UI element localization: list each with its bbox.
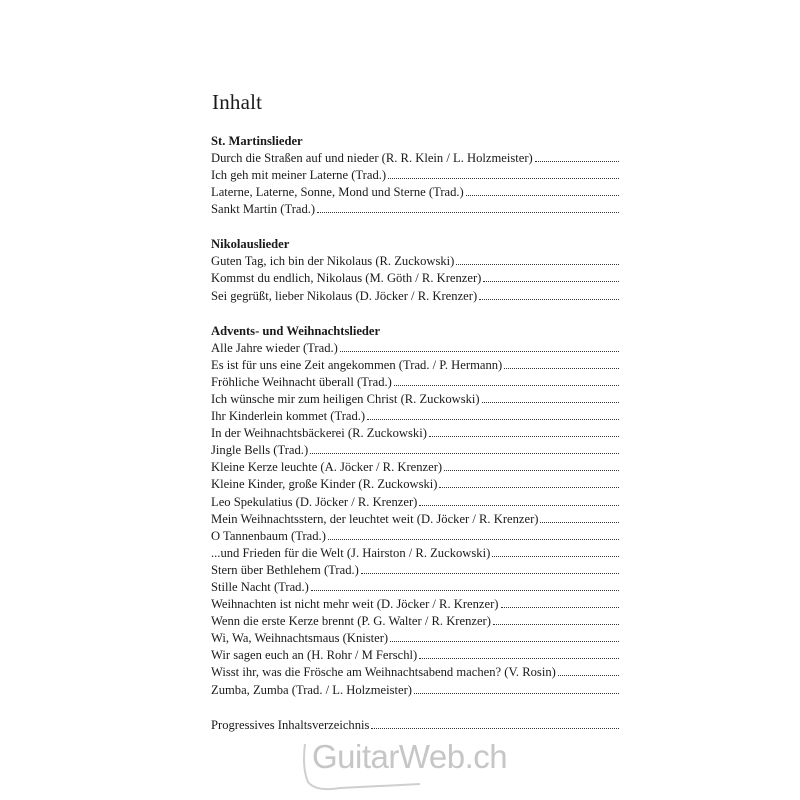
dot-leader xyxy=(310,453,619,454)
toc-entry-label: Durch die Straßen auf und nieder (R. R. Klein / L. Holzmeister) xyxy=(211,151,533,165)
toc-entry xyxy=(211,391,619,408)
toc-entry-progressive-index xyxy=(211,717,619,734)
toc-entry-label: ...und Frieden für die Welt (J. Hairston / R. Zuckowski) xyxy=(211,545,491,560)
toc-entry-label: Jingle Bells (Trad.) xyxy=(211,443,309,458)
toc-entry xyxy=(211,664,619,681)
toc-section xyxy=(211,236,619,304)
toc-entry-label: Fröhliche Weihnacht überall (Trad.) xyxy=(211,374,392,389)
dot-leader xyxy=(371,728,619,729)
dot-leader xyxy=(493,624,619,625)
toc-entry-label: Es ist für uns eine Zeit angekommen (Trad. / P. Hermann) xyxy=(211,357,503,372)
dot-leader xyxy=(444,470,619,471)
dot-leader xyxy=(429,436,619,437)
dot-leader xyxy=(328,539,619,540)
dot-leader xyxy=(501,607,620,608)
toc-entry xyxy=(211,459,619,476)
toc-entry xyxy=(211,374,619,391)
toc-entry xyxy=(211,494,619,511)
dot-leader xyxy=(419,505,619,506)
dot-leader xyxy=(439,487,619,488)
section-heading: Advents- und Weihnachtslieder xyxy=(211,323,381,338)
toc-entry-label: Leo Spekulatius (D. Jöcker / R. Krenzer) xyxy=(211,494,418,509)
dot-leader xyxy=(317,212,619,213)
dot-leader xyxy=(456,264,619,265)
dot-leader xyxy=(367,419,619,420)
dot-leader xyxy=(492,556,619,557)
toc-entry xyxy=(211,442,619,459)
section-heading: St. Martinslieder xyxy=(211,134,303,148)
toc-entry-label: Stille Nacht (Trad.) xyxy=(211,579,309,594)
toc-entry xyxy=(211,288,619,305)
toc-entry-label: Wir sagen euch an (H. Rohr / M Ferschl) xyxy=(211,648,418,663)
table-of-contents xyxy=(211,90,619,734)
toc-entry xyxy=(211,476,619,493)
dot-leader xyxy=(540,522,619,523)
watermark-text xyxy=(312,738,507,776)
toc-entry xyxy=(211,545,619,562)
toc-entry-label: Ihr Kinderlein kommet (Trad.) xyxy=(211,409,366,424)
toc-entry-label: Sankt Martin (Trad.) xyxy=(211,202,316,217)
toc-entry xyxy=(211,357,619,374)
toc-entry xyxy=(211,167,619,184)
toc-entry-label: Weihnachten ist nicht mehr weit (D. Jöcker / R. Krenzer) xyxy=(211,597,499,612)
dot-leader xyxy=(535,161,619,162)
watermark-brand: Guitar xyxy=(312,738,399,775)
dot-leader xyxy=(361,573,619,574)
dot-leader xyxy=(483,281,619,282)
toc-entry xyxy=(211,201,619,218)
toc-section xyxy=(211,133,619,218)
toc-entry-label: Ich wünsche mir zum heiligen Christ (R. Zuckowski) xyxy=(211,391,480,406)
toc-entry-label: Wenn die erste Kerze brennt (P. G. Walter / R. Krenzer) xyxy=(211,614,491,629)
dot-leader xyxy=(390,641,619,642)
toc-entry-label: O Tannenbaum (Trad.) xyxy=(211,528,326,543)
page-title: Inhalt xyxy=(212,90,263,114)
dot-leader xyxy=(311,590,619,591)
toc-entry-label: Kleine Kerze leuchte (A. Jöcker / R. Krenzer) xyxy=(211,460,443,475)
toc-entry xyxy=(211,340,619,357)
dot-leader xyxy=(388,178,619,179)
guitarweb-watermark xyxy=(300,738,540,793)
toc-entry-label: Sei gegrüßt, lieber Nikolaus (D. Jöcker / R. Krenzer) xyxy=(211,288,478,303)
toc-entry-label: Stern über Bethlehem (Trad.) xyxy=(211,562,359,577)
toc-entry-label: Wi, Wa, Weihnachtsmaus (Knister) xyxy=(211,631,389,646)
toc-entry xyxy=(211,613,619,630)
dot-leader xyxy=(419,658,619,659)
toc-entry xyxy=(211,630,619,647)
toc-entry xyxy=(211,150,619,167)
toc-entry-label: Kommst du endlich, Nikolaus (M. Göth / R. Krenzer) xyxy=(211,271,482,286)
dot-leader xyxy=(482,402,619,403)
toc-entry xyxy=(211,270,619,287)
toc-entry-label: Wisst ihr, was die Frösche am Weihnachtsabend machen? (V. Rosin) xyxy=(211,665,556,680)
toc-entry xyxy=(211,579,619,596)
dot-leader xyxy=(558,675,619,676)
toc-section xyxy=(211,323,619,699)
toc-entry-label: In der Weihnachtsbäckerei (R. Zuckowski) xyxy=(211,426,427,441)
dot-leader xyxy=(479,299,619,300)
section-heading: Nikolauslieder xyxy=(211,237,290,252)
toc-entry-label: Ich geh mit meiner Laterne (Trad.) xyxy=(211,168,387,183)
dot-leader xyxy=(394,385,619,386)
toc-entry-label: Progressives Inhaltsverzeichnis xyxy=(211,717,370,732)
toc-entry xyxy=(211,596,619,613)
dot-leader xyxy=(340,351,619,352)
toc-entry-label: Alle Jahre wieder (Trad.) xyxy=(211,340,338,355)
toc-entry xyxy=(211,408,619,425)
toc-entry-label: Guten Tag, ich bin der Nikolaus (R. Zuckowski) xyxy=(211,254,455,269)
toc-sections xyxy=(211,133,619,699)
toc-entry-label: Kleine Kinder, große Kinder (R. Zuckowski) xyxy=(211,477,438,492)
toc-entry xyxy=(211,528,619,545)
watermark-suffix: Web.ch xyxy=(398,738,508,775)
toc-entry-label: Mein Weihnachtsstern, der leuchtet weit (D. Jöcker / R. Krenzer) xyxy=(211,511,539,526)
dot-leader xyxy=(466,195,619,196)
toc-entry-label: Laterne, Laterne, Sonne, Mond und Sterne (Trad.) xyxy=(211,185,464,200)
dot-leader xyxy=(504,368,619,369)
toc-entry xyxy=(211,425,619,442)
toc-entry xyxy=(211,562,619,579)
toc-entry xyxy=(211,253,619,270)
toc-entry-label: Zumba, Zumba (Trad. / L. Holzmeister) xyxy=(211,682,412,697)
toc-entry xyxy=(211,647,619,664)
toc-entry xyxy=(211,184,619,201)
dot-leader xyxy=(414,693,619,694)
toc-entry xyxy=(211,511,619,528)
toc-entry xyxy=(211,682,619,699)
